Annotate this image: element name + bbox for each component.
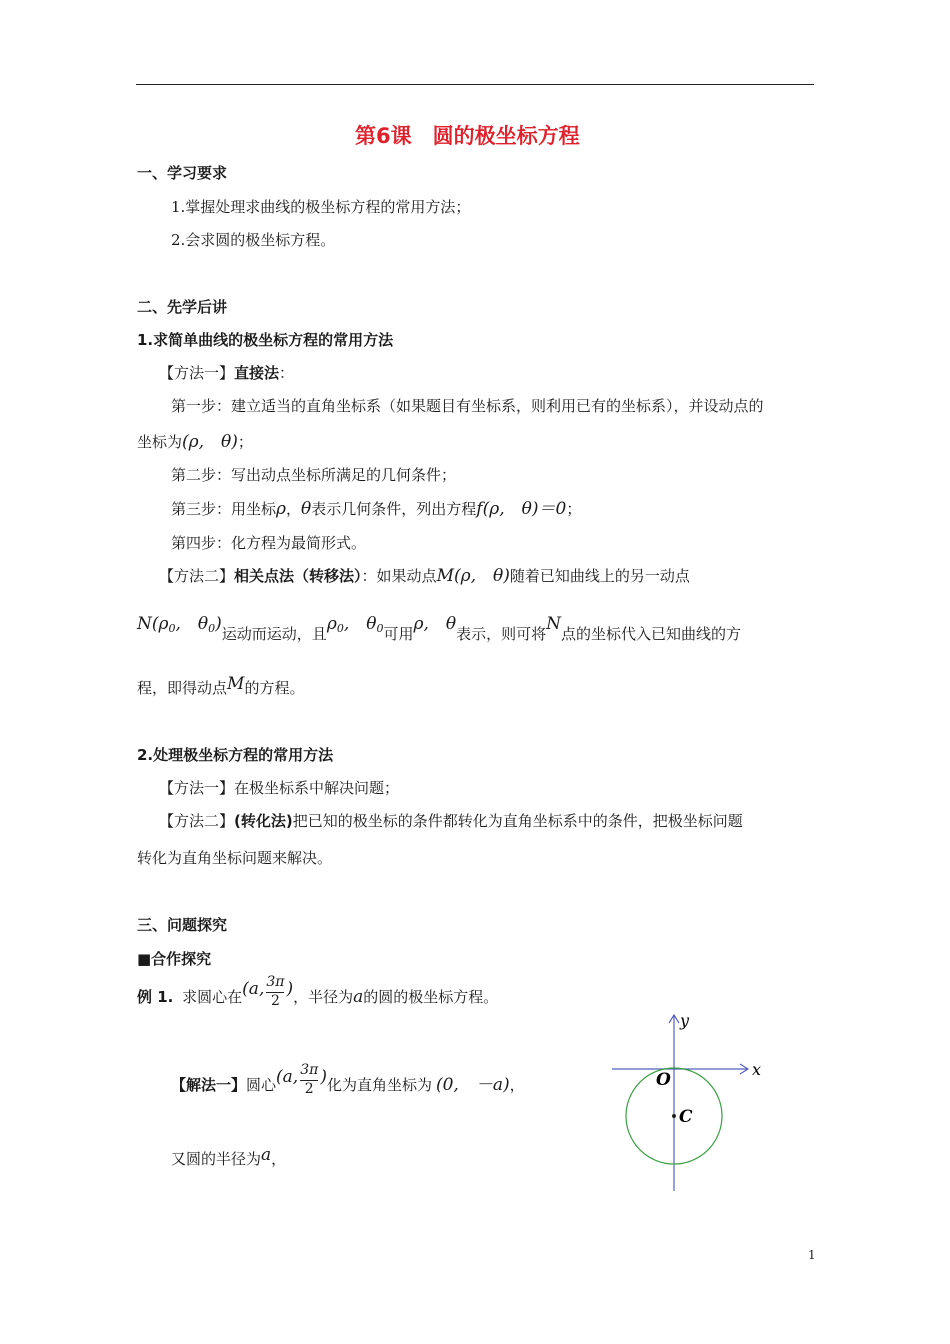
method2-text4: 可用 [383,625,414,643]
process-method1-label: 【方法一】 [159,779,235,797]
origin-label: O [656,1070,671,1090]
method2-line3 [137,674,305,698]
page-number: 1 [808,1248,816,1262]
method2-line2 [137,614,742,643]
section-heading-prelearn: 二、先学后讲 [137,298,228,316]
example-radius-a: a [353,987,364,1007]
method1-label: 【方法一】 [159,364,235,382]
section-heading-explore: 三、问题探究 [137,916,228,934]
method2-text5: 表示，则可将 [456,625,547,643]
solution-line2-a: a [261,1145,272,1165]
method2-text6: 点的坐标代入已知曲线的方 [561,625,742,643]
solution-line2-prefix: 又圆的半径为 [171,1150,262,1168]
method1-colon: ： [279,364,295,382]
center-label: C [679,1107,693,1127]
step3-prefix: 第三步：用坐标 [171,500,277,518]
method2-N-point [137,614,222,634]
process-method2-name: (转化法) [234,812,293,830]
solution-text3: ， [509,1076,525,1094]
example-fraction [266,974,284,1010]
step1-suffix: ； [237,433,253,451]
n-mid: , θ [175,614,209,634]
step1-line-a: 第一步：建立适当的直角坐标系（如果题目有坐标系，则利用已有的坐标系），并设动点的 [171,397,764,415]
method2-text1: 如果动点 [376,567,437,585]
x-axis-label: x [752,1060,762,1079]
solution-fraction-numerator: 3π [300,1062,319,1078]
process-method2-label: 【方法二】 [159,812,235,830]
page-title: 第6课 圆的极坐标方程 [355,124,580,148]
subsection-heading-2: 2.处理极坐标方程的常用方法 [137,746,334,764]
method1-line [159,364,294,382]
step2-line: 第二步：写出动点坐标所满足的几何条件； [171,466,457,484]
fraction-denominator: 2 [270,992,280,1009]
solution-line2-suffix: ， [271,1150,287,1168]
step3-suffix: ； [566,500,582,518]
example-center-close: ) [286,979,294,999]
solution-center-close: ) [320,1067,327,1087]
method2-line1 [159,566,690,586]
example-label-dot: . [167,988,174,1006]
method1-name: 直接法 [234,364,280,382]
method2-M-symbol: M [227,674,245,694]
method2-colon: ： [361,567,377,585]
requirement-item-2: 2.会求圆的极坐标方程。 [171,231,336,249]
step3-sep: ， [286,500,302,518]
process-method1-text: 在极坐标系中解决问题； [234,779,400,797]
header-rule [136,84,814,85]
solution-1-line [171,1062,525,1104]
theta0: , θ [343,614,377,634]
step1-prefix: 坐标为 [137,433,183,451]
y-axis-label: y [680,1011,690,1030]
solution-text2: 化为直角坐标为 [326,1076,432,1094]
method2-text7: 程，即得动点 [137,679,228,697]
requirement-item-1: 1.掌握处理求曲线的极坐标方程的常用方法； [171,198,471,216]
example-1-line [137,974,499,1016]
step4-line: 第四步：化方程为最简形式。 [171,534,367,552]
method2-text3: 运动而运动，且 [221,625,327,643]
example-text1: 求圆心在 [182,988,243,1006]
method2-name: 相关点法（转移法） [234,567,362,585]
step3-line [171,499,581,519]
solution-center-open: (a, [276,1067,299,1087]
solution-1-line2 [171,1145,287,1169]
subsection-heading-1: 1.求简单曲线的极坐标方程的常用方法 [137,331,394,349]
n-close: ) [215,614,222,634]
process-method2-text: 把已知的极坐标的条件都转化为直角坐标系中的条件，把极坐标问题 [292,812,743,830]
solution-rect-coord: (0, －a) [435,1075,510,1095]
n-open: N(ρ [137,614,169,634]
example-label [137,988,173,1006]
example-text2: ，半径为 [293,988,354,1006]
solution-label: 【解法一】 [171,1076,247,1094]
cooperation-heading: ■合作探究 [137,950,212,968]
center-point [672,1114,676,1118]
method2-label: 【方法二】 [159,567,235,585]
method2-N-symbol: N [546,614,561,634]
example-center-open: (a, [242,979,265,999]
step3-equation: f(ρ, θ)＝0 [476,499,567,519]
solution-fraction [300,1062,318,1098]
step3-rho: ρ [276,499,287,519]
step1-coord-math: (ρ, θ) [182,432,238,452]
solution-fraction-denominator: 2 [304,1080,314,1097]
example-label-text: 例 1 [137,988,168,1006]
rho0-sub: 0 [336,622,344,635]
step3-mid: 表示几何条件，列出方程 [311,500,477,518]
process-method2 [159,812,743,830]
process-method1 [159,779,399,797]
theta0-sub: 0 [376,622,384,635]
rho0: ρ [326,614,337,634]
n-sub-rho: 0 [168,622,176,635]
fraction-numerator: 3π [266,974,285,990]
solution-text1: 圆心 [246,1076,277,1094]
step1-line-b [137,432,253,452]
method2-text8: 的方程。 [244,679,305,697]
process-method2-cont: 转化为直角坐标问题来解决。 [137,849,333,867]
step3-theta: θ [301,499,312,519]
n-sub-theta: 0 [208,622,216,635]
method2-rho0-theta0 [327,614,384,634]
section-heading-requirements: 一、学习要求 [137,164,228,182]
method2-text2: 随着已知曲线上的另一动点 [509,567,690,585]
circle-figure [600,1005,770,1205]
method2-M-point: M(ρ, θ) [436,566,510,586]
method2-rho-theta: ρ, θ [413,614,457,634]
example-text3: 的圆的极坐标方程。 [363,988,499,1006]
